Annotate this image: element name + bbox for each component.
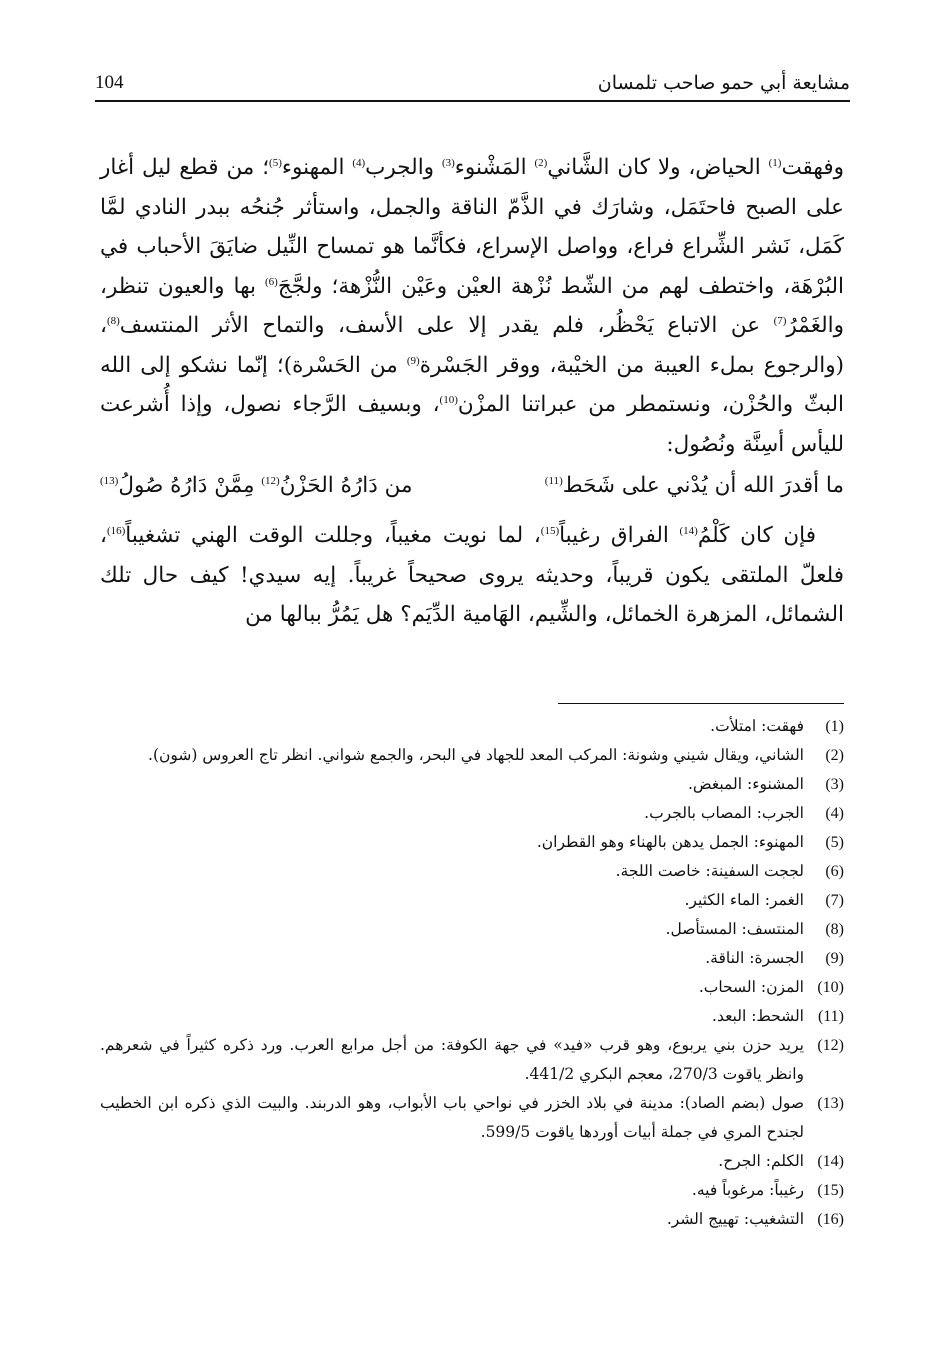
footnote bbox=[100, 712, 844, 741]
footnote-ref[interactable]: (12) bbox=[261, 474, 280, 487]
footnote-ref[interactable]: (9) bbox=[406, 354, 420, 367]
footnote-ref[interactable]: (7) bbox=[773, 314, 787, 327]
footnote bbox=[100, 799, 844, 828]
footnote-text: الشاني، ويقال شيني وشونة: المركب المعد للجهاد في البحر، والجمع شواني. انظر تاج العروس (شون). bbox=[148, 746, 804, 764]
footnote-number: (10) bbox=[817, 979, 844, 996]
footnote-text: الجسرة: الناقة. bbox=[705, 949, 804, 967]
footnote bbox=[100, 1031, 844, 1089]
footnote-text: الجرب: المصاب بالجرب. bbox=[644, 804, 804, 822]
footnote-text: المزن: السحاب. bbox=[698, 978, 804, 996]
paragraph-2 bbox=[100, 516, 844, 635]
footnote-number: (8) bbox=[825, 921, 844, 938]
verse-second-hemistich bbox=[100, 466, 413, 506]
footnote-number: (2) bbox=[825, 747, 844, 764]
footnote-ref[interactable]: (10) bbox=[439, 393, 458, 406]
footnote bbox=[100, 944, 844, 973]
footnote bbox=[100, 770, 844, 799]
footnote-text: المشنوء: المبغض. bbox=[687, 775, 804, 793]
footnote-text: الشحط: البعد. bbox=[712, 1007, 804, 1025]
text-run: المَشْنوء bbox=[454, 155, 535, 180]
footnote-text: المنتسف: المستأصل. bbox=[665, 920, 804, 938]
footnote bbox=[100, 1002, 844, 1031]
footnote-separator bbox=[558, 703, 844, 704]
footnote-number: (9) bbox=[825, 950, 844, 967]
main-text bbox=[100, 148, 844, 635]
verse-first-hemistich bbox=[545, 466, 844, 506]
footnote-ref[interactable]: (16) bbox=[106, 524, 126, 537]
text-run: المهنوء bbox=[281, 155, 353, 180]
footnote-number: (13) bbox=[817, 1095, 844, 1112]
text-run: فإن كان كَلْمُ bbox=[697, 523, 816, 548]
footnote-text: صول (بضم الصاد): مدينة في بلاد الخزر في نواحي باب الأبواب، وهو الدربند. والبيت الذي ذكره ابن الخطيب لجندح المري في جملة أبيات أوردها ياقوت 599/5. bbox=[100, 1094, 804, 1141]
footnote bbox=[100, 857, 844, 886]
footnote bbox=[100, 1205, 844, 1234]
footnote-ref[interactable]: (5) bbox=[269, 156, 282, 169]
footnote-ref[interactable]: (8) bbox=[106, 314, 120, 327]
text-run: ، لما نويت مغيباً، وجللت الوقت الهني تشغيباً bbox=[125, 523, 541, 548]
text-run: الفراق رغيباً bbox=[559, 523, 680, 548]
footnote-ref[interactable]: (2) bbox=[534, 156, 548, 169]
running-title: مشايعة أبي حمو صاحب تلمسان bbox=[597, 72, 850, 94]
text-run: من دَارُهُ الحَزْنُ bbox=[279, 473, 413, 498]
footnote-ref[interactable]: (1) bbox=[768, 156, 782, 169]
footnote-text: لججت السفينة: خاصت اللجة. bbox=[615, 862, 804, 880]
footnote-text: يريد حزن بني يربوع، وهو قرب «فيد» في جهة الكوفة: من أجل مرابع العرب. ورد ذكره كثيراً في شعرهم. وانظر ياقوت 270/3، معجم البكري 441/2. bbox=[100, 1036, 804, 1083]
footnote-number: (11) bbox=[817, 1008, 844, 1025]
footnote-text: الكلم: الجرح. bbox=[718, 1152, 804, 1170]
footnote-ref[interactable]: (13) bbox=[100, 474, 119, 487]
footnotes bbox=[100, 712, 844, 1234]
footnote-text: فهقت: امتلأت. bbox=[710, 717, 804, 735]
footnote-number: (5) bbox=[825, 834, 844, 851]
text-run: عن الاتباع يَحْظُر، فلم يقدر إلا على الأسف، والتماح الأثر المنتسف bbox=[119, 313, 774, 338]
footnote bbox=[100, 973, 844, 1002]
footnote bbox=[100, 915, 844, 944]
text-run: بها والعيون تنظر، والغَمْرُ bbox=[100, 273, 844, 338]
text-run: وفهقت bbox=[781, 155, 844, 180]
footnote bbox=[100, 828, 844, 857]
footnote-ref[interactable]: (4) bbox=[352, 156, 366, 169]
footnote-number: (12) bbox=[817, 1037, 844, 1054]
footnote bbox=[100, 1147, 844, 1176]
text-run: ، فلعلّ الملتقى يكون قريباً، وحديثه يروى صحيحاً غريباً. إيه سيدي! كيف حال تلك الشمائل، المزهرة الخمائل، والشِّيم، الهَامية الدِّيَم؟ هل يَمُرُّ ببالها من bbox=[100, 523, 844, 627]
footnote-number: (7) bbox=[825, 892, 844, 909]
footnote-number: (4) bbox=[825, 805, 844, 822]
footnote bbox=[100, 1176, 844, 1205]
page-number: 104 bbox=[95, 72, 124, 93]
footnote-number: (14) bbox=[817, 1153, 844, 1170]
text-run: ما أقدرَ الله أن يُدْني على شَحَط bbox=[562, 473, 844, 498]
footnote bbox=[100, 1089, 844, 1147]
running-header bbox=[95, 62, 850, 102]
footnote-ref[interactable]: (6) bbox=[264, 275, 278, 288]
footnote bbox=[100, 741, 844, 770]
footnote-ref[interactable]: (11) bbox=[544, 474, 563, 487]
footnote-number: (16) bbox=[817, 1211, 844, 1228]
footnote-ref[interactable]: (15) bbox=[540, 524, 560, 537]
footnote-number: (3) bbox=[825, 776, 844, 793]
footnote-text: المهنوء: الجمل يدهن بالهناء وهو القطران. bbox=[536, 833, 804, 851]
footnote-ref[interactable]: (14) bbox=[679, 524, 698, 537]
footnote-text: التشغيب: تهييج الشر. bbox=[666, 1210, 804, 1228]
text-run: ، (والرجوع بملء العيبة من الخيْبة، ووقر الجَسْرة bbox=[100, 313, 845, 378]
footnote-number: (1) bbox=[825, 718, 844, 735]
footnote-ref[interactable]: (3) bbox=[441, 156, 455, 169]
text-run: مِمَّنْ دَارُهُ صُولُ bbox=[118, 473, 262, 498]
text-run: الحياض، ولا كان الشَّاني bbox=[547, 155, 769, 180]
footnote-number: (6) bbox=[825, 863, 844, 880]
paragraph-1 bbox=[100, 148, 844, 464]
text-run: ، وبسيف الرَّجاء نصول، وإذا أُشرعت لليأس أسِنَّة ونُصُول: bbox=[100, 392, 844, 457]
text-run: من الحَسْرة)؛ إنّما نشكو إلى الله البثّ والحُزْن، ونستمطر من عبراتنا المزْن bbox=[100, 352, 844, 417]
verse-line bbox=[100, 466, 844, 506]
text-run: ؛ من قطع ليل أغار على الصبح فاحتَمَل، وشارَك في الذَّمّ الناقة والجمل، واستأثر جُنحُه ببدر النادي لمَّا كَمَل، نَشر الشِّراع فراع، وواصل الإسراع، فكأنَّما هو تمساح النِّيل ضايَقَ الأحباب في البُرْهَة، واختطف لهم من الشّط نُزْهة العيْن وعَيْن النُّزْهة؛ ولجَّجَ bbox=[100, 155, 844, 299]
footnote-number: (15) bbox=[817, 1182, 844, 1199]
footnote-text: الغمر: الماء الكثير. bbox=[684, 891, 804, 909]
footnote bbox=[100, 886, 844, 915]
text-run: والجرب bbox=[365, 155, 442, 180]
footnote-text: رغيباً: مرغوباً فيه. bbox=[691, 1181, 804, 1199]
